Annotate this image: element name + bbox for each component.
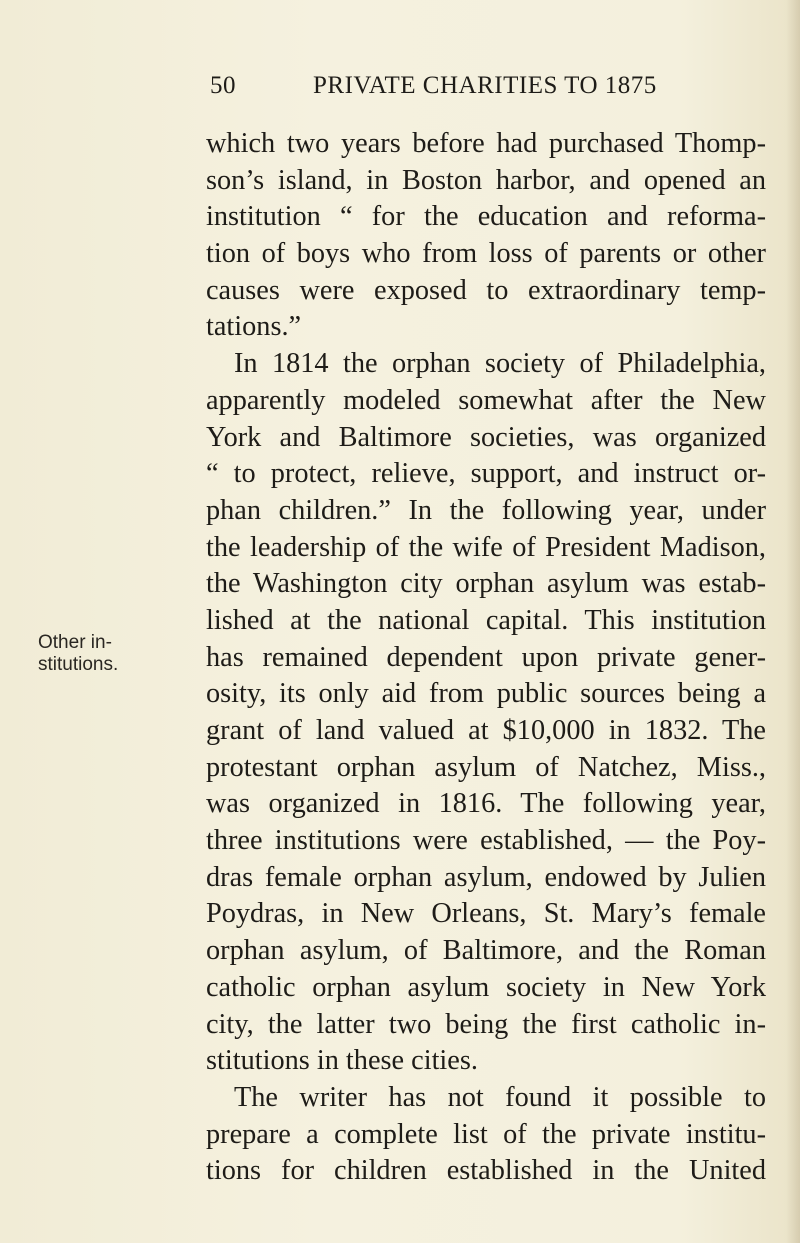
text-line: has remained dependent upon private gener-	[206, 641, 766, 673]
text-line: causes were exposed to extraordinary temp-	[206, 274, 766, 306]
text-line: prepare a complete list of the private institu-	[206, 1118, 766, 1150]
text-line: tions for children established in the United	[206, 1155, 766, 1187]
page-number: 50	[210, 72, 236, 99]
page-edge-shadow	[786, 0, 800, 1243]
text-line: institution “ for the education and reforma-	[206, 201, 766, 233]
page-header	[210, 72, 670, 106]
paragraph-start-line: The writer has not found it possible to	[234, 1081, 766, 1113]
text-line: city, the latter two being the first catholic in-	[206, 1008, 766, 1040]
margin-note	[38, 632, 198, 676]
text-line: York and Baltimore societies, was organized	[206, 421, 766, 453]
text-line: three institutions were established, — the Poy-	[206, 825, 766, 857]
margin-note-line: Other in-	[38, 632, 112, 653]
text-line: the Washington city orphan asylum was estab-	[206, 568, 766, 600]
text-line: which two years before had purchased Thomp-	[206, 128, 766, 159]
text-line: tion of boys who from loss of parents or other	[206, 238, 766, 270]
text-line: lished at the national capital. This institution	[206, 604, 766, 636]
text-line: tations.”	[206, 311, 302, 343]
text-line: dras female orphan asylum, endowed by Julien	[206, 861, 766, 893]
text-line: grant of land valued at $10,000 in 1832. The	[206, 715, 766, 746]
paragraph-start-line: In 1814 the orphan society of Philadelphia,	[234, 348, 766, 380]
body-text	[206, 126, 766, 1190]
margin-note-line: stitutions.	[38, 654, 119, 675]
text-line: was organized in 1816. The following year,	[206, 788, 766, 820]
text-line: son’s island, in Boston harbor, and opened an	[206, 164, 766, 196]
text-line: catholic orphan asylum society in New York	[206, 971, 766, 1003]
running-title: PRIVATE CHARITIES TO 1875	[313, 72, 657, 99]
text-line: “ to protect, relieve, support, and instruct or-	[206, 458, 766, 490]
text-line: protestant orphan asylum of Natchez, Miss.,	[206, 751, 766, 783]
text-line: stitutions in these cities.	[206, 1045, 478, 1077]
text-line: Poydras, in New Orleans, St. Mary’s female	[206, 898, 766, 930]
text-line: the leadership of the wife of President Madison,	[206, 531, 766, 563]
text-line: apparently modeled somewhat after the New	[206, 384, 766, 416]
text-line: osity, its only aid from public sources being a	[206, 678, 766, 710]
text-line: phan children.” In the following year, under	[206, 494, 766, 526]
text-line: orphan asylum, of Baltimore, and the Roman	[206, 935, 766, 967]
